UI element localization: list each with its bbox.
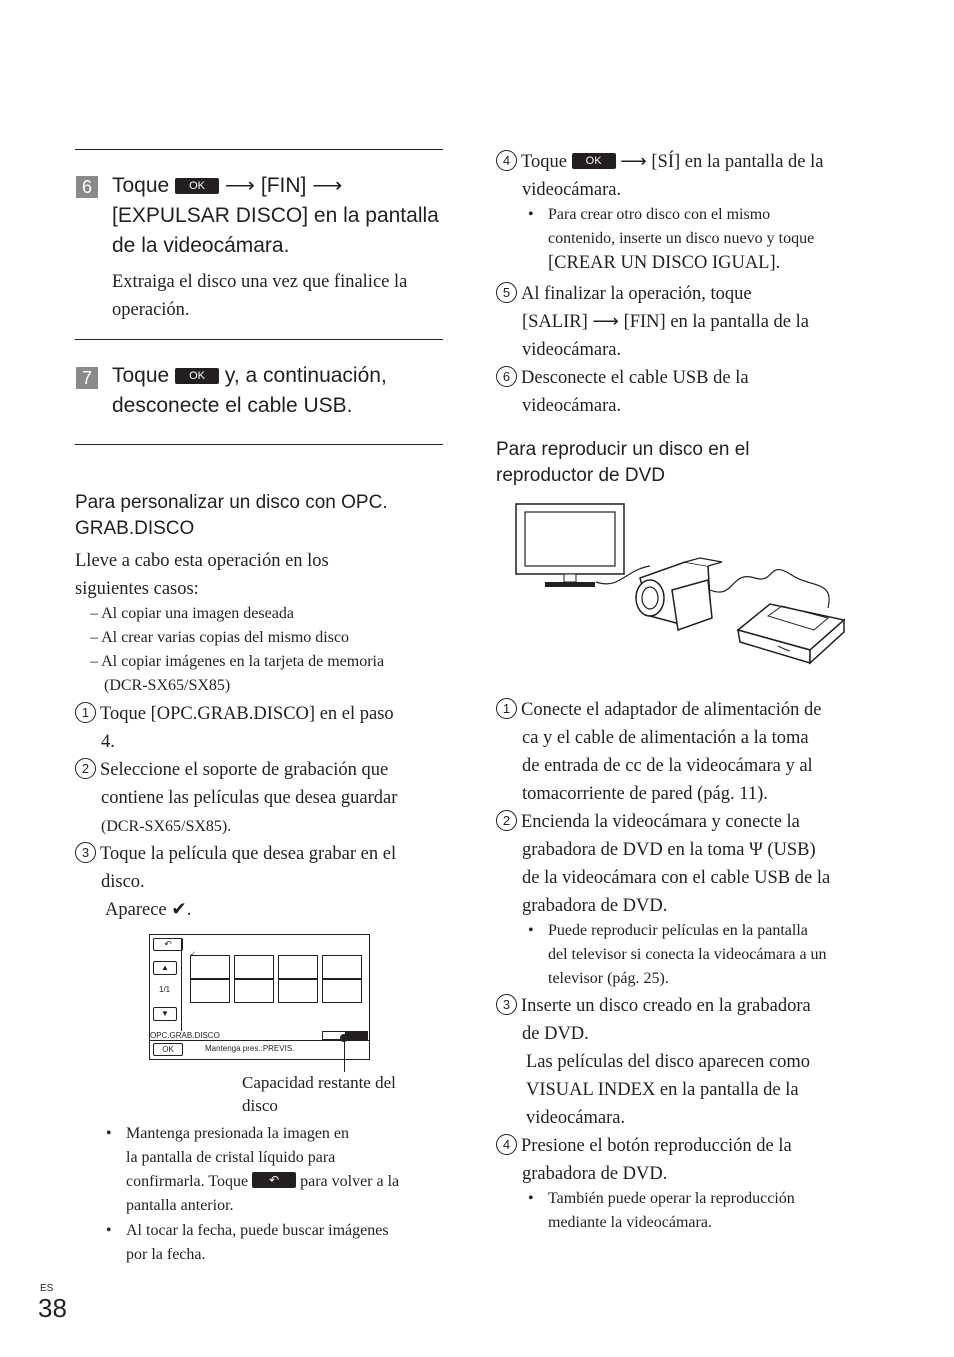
step-7-title (112, 361, 387, 421)
note-line: Mantenga presionada la imagen en (126, 1125, 350, 1142)
scroll-down-icon: ▼ (153, 1007, 177, 1021)
body-line: (DCR-SX65/SX85). (101, 818, 232, 835)
thumbnail (234, 955, 274, 979)
dvd-connection-illustration (510, 500, 850, 680)
checkmark-icon: ✓ (190, 950, 196, 958)
note-line: También puede operar la reproducción (548, 1190, 795, 1207)
capacity-bar-fill (345, 1032, 367, 1039)
body-line: Lleve a cabo esta operación en los (75, 551, 329, 571)
list-item: (DCR-SX65/SX85) (104, 677, 231, 694)
step-6-text: [FIN] (260, 174, 307, 197)
step-number-4: 4 (496, 1134, 517, 1155)
thumbnail (278, 955, 318, 979)
body-line: Inserte un disco creado en la grabadora (521, 996, 811, 1016)
ok-icon: OK (175, 368, 219, 384)
body-line: contiene las películas que desea guardar (101, 788, 398, 808)
dvd-step-4-note (548, 1187, 795, 1235)
step-6-body (112, 268, 407, 324)
thumbnail (234, 979, 274, 1003)
right-step-6 (496, 364, 749, 420)
step-7-text: y, a continuación, (224, 364, 387, 387)
body-line: Las películas del disco aparecen como (526, 1052, 811, 1072)
body-line: disco. (101, 872, 145, 892)
body-line: videocámara. (522, 180, 622, 200)
step-6-text: Toque (112, 174, 170, 197)
note-line: confirmarla. Toque (126, 1173, 249, 1190)
body-line: [FIN] en la pantalla de la (623, 312, 809, 332)
body-line: VISUAL INDEX en la pantalla de la (526, 1080, 799, 1100)
language-code: ES (40, 1283, 54, 1294)
body-line: grabadora de DVD. (522, 896, 668, 916)
page-indicator: 1/1 (159, 985, 171, 994)
body-line: Presione el botón reproducción de la (521, 1136, 792, 1156)
note-line: pantalla anterior. (126, 1197, 234, 1214)
checkmark-icon: ✔ (171, 900, 187, 920)
arrow-icon: ⟶ (312, 174, 343, 197)
body-line: de la videocámara con el cable USB de la (522, 868, 831, 888)
lcd-screen-illustration (149, 934, 370, 1060)
body-line: Aparece (105, 900, 167, 920)
screen-ok-button: OK (153, 1043, 183, 1056)
body-line: Conecte el adaptador de alimentación de (521, 700, 822, 720)
right-step-4 (496, 148, 823, 204)
rule (75, 444, 443, 445)
body-line: ca y el cable de alimentación a la toma (522, 728, 809, 748)
arrow-icon: ⟶ (224, 174, 256, 197)
step-6-text: [EXPULSAR DISCO] en la pantalla (112, 204, 439, 227)
body-line: de entrada de cc de la videocámara y al (522, 756, 813, 776)
body-line: 4. (101, 732, 115, 752)
note-2 (126, 1219, 389, 1267)
body-line: Toque (521, 152, 567, 172)
dvd-step-4 (496, 1132, 792, 1188)
list-item: – Al copiar una imagen deseada (90, 605, 294, 622)
body-line: grabadora de DVD en la toma (522, 840, 745, 860)
back-icon: ↶ (153, 938, 183, 951)
personalize-heading (75, 490, 388, 542)
note-line: mediante la videocámara. (548, 1214, 712, 1231)
camcorder-icon (636, 558, 722, 630)
note-line: por la fecha. (126, 1246, 206, 1263)
note-1 (126, 1122, 399, 1218)
dvd-step-2-note (548, 919, 827, 991)
dvd-writer-icon (738, 604, 844, 663)
dvd-step-1 (496, 696, 822, 808)
screen-hint: Mantenga pres.:PREVIS. (205, 1044, 295, 1053)
list-item: – Al copiar imágenes en la tarjeta de memoria (90, 653, 385, 670)
personalize-intro (75, 547, 329, 603)
body-line: [SÍ] en la pantalla de la (651, 152, 824, 172)
body-line: Toque [OPC.GRAB.DISCO] en el paso (100, 704, 394, 724)
callout-dot (340, 1034, 348, 1042)
screen-label: OPC.GRAB.DISCO (150, 1031, 220, 1040)
cases-list (90, 602, 384, 698)
step-number-4: 4 (496, 150, 517, 171)
body-line: Encienda la videocámara y conecte la (521, 812, 800, 832)
usb-icon: Ψ (749, 840, 763, 860)
heading-line: GRAB.DISCO (75, 518, 195, 539)
personalize-step-2 (75, 756, 397, 841)
ok-icon: OK (175, 178, 219, 194)
body-line: videocámara. (526, 1108, 626, 1128)
note-line: televisor (pág. 25). (548, 970, 669, 987)
thumbnail (190, 979, 230, 1003)
body-line: Al finalizar la operación, toque (521, 284, 752, 304)
dvd-heading (496, 437, 749, 489)
step-number-2: 2 (496, 810, 517, 831)
caption-line: disco (242, 1096, 278, 1115)
thumbnail (322, 955, 362, 979)
body-line: grabadora de DVD. (522, 1164, 668, 1184)
note-line: [CREAR UN DISCO IGUAL]. (548, 253, 781, 273)
body-line: siguientes casos: (75, 579, 199, 599)
note-line: del televisor si conecta la videocámara a un (548, 946, 827, 963)
arrow-icon: ⟶ (592, 312, 619, 332)
step-7-number: 7 (76, 367, 98, 389)
dvd-step-2 (496, 808, 830, 920)
right-step-5 (496, 280, 809, 364)
body-line: de DVD. (522, 1024, 589, 1044)
note-line: para volver a la (300, 1173, 400, 1190)
right-step-4-note (548, 203, 814, 276)
body-line: tomacorriente de pared (pág. 11). (522, 784, 768, 804)
scroll-up-icon: ▲ (153, 961, 177, 975)
divider (181, 938, 182, 1031)
note-line: Para crear otro disco con el mismo (548, 206, 771, 223)
step-number-6: 6 (496, 366, 517, 387)
body-line: operación. (112, 300, 190, 320)
body-line: videocámara. (522, 340, 622, 360)
note-line: contenido, inserte un disco nuevo y toque (548, 230, 815, 247)
step-7-text: Toque (112, 364, 170, 387)
thumbnail (278, 979, 318, 1003)
back-icon: ↶ (252, 1172, 296, 1188)
personalize-step-1 (75, 700, 394, 756)
step-number-3: 3 (75, 842, 96, 863)
caption-line: Capacidad restante del (242, 1073, 396, 1092)
body-line: (USB) (767, 840, 816, 860)
step-6-title (112, 171, 439, 261)
thumbnail (190, 955, 230, 979)
dvd-step-3 (496, 992, 811, 1132)
body-line: Desconecte el cable USB de la (521, 368, 749, 388)
page-number: 38 (38, 1293, 67, 1323)
note-line: Al tocar la fecha, puede buscar imágenes (126, 1222, 389, 1239)
heading-line: Para personalizar un disco con OPC. (75, 492, 388, 513)
step-number-5: 5 (496, 282, 517, 303)
step-number-1: 1 (496, 698, 517, 719)
heading-line: Para reproducir un disco en el (496, 439, 750, 460)
body-line: Toque la película que desea grabar en el (100, 844, 397, 864)
body-line: [SALIR] (522, 312, 588, 332)
ok-icon: OK (572, 153, 616, 169)
step-6-number: 6 (76, 176, 98, 198)
note-line: Puede reproducir películas en la pantalla (548, 922, 808, 939)
capacity-caption (242, 1071, 396, 1117)
personalize-step-3: 3 Toque la película que desea grabar en el disco. Aparece ✔. (75, 840, 396, 924)
heading-line: reproductor de DVD (496, 465, 665, 486)
thumbnail (322, 979, 362, 1003)
list-item: – Al crear varias copias del mismo disco (90, 629, 350, 646)
rule (75, 339, 443, 340)
note-line: la pantalla de cristal líquido para (126, 1149, 336, 1166)
body-line: videocámara. (522, 396, 622, 416)
arrow-icon: ⟶ (620, 152, 647, 172)
step-7-text: desconecte el cable USB. (112, 394, 353, 417)
step-number-1: 1 (75, 702, 96, 723)
rule (75, 149, 443, 150)
callout-line (344, 1038, 345, 1072)
body-line: Extraiga el disco una vez que finalice la (112, 272, 408, 292)
step-number-2: 2 (75, 758, 96, 779)
step-number-3: 3 (496, 994, 517, 1015)
step-6-text: de la videocámara. (112, 234, 290, 257)
divider (150, 1040, 369, 1041)
body-line: Seleccione el soporte de grabación que (100, 760, 389, 780)
